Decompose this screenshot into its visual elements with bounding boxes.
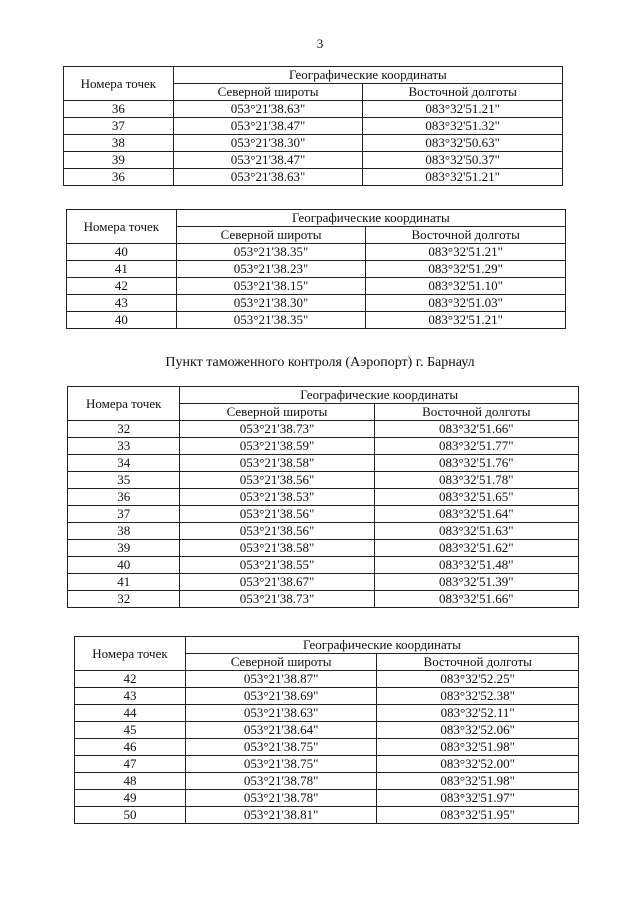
longitude-cell: 083°32'51.97"	[377, 790, 579, 807]
table-row	[68, 540, 579, 557]
point-number-cell: 37	[64, 118, 174, 135]
latitude-cell: 053°21'38.15"	[176, 278, 366, 295]
latitude-cell: 053°21'38.35"	[176, 244, 366, 261]
point-number-cell: 36	[68, 489, 180, 506]
table-row	[75, 688, 579, 705]
point-number-cell: 41	[68, 574, 180, 591]
longitude-cell: 083°32'52.38"	[377, 688, 579, 705]
table-row	[68, 591, 579, 608]
latitude-cell: 053°21'38.47"	[173, 118, 363, 135]
header-lon: Восточной долготы	[363, 84, 563, 101]
header-lon: Восточной долготы	[366, 227, 566, 244]
longitude-cell: 083°32'51.98"	[377, 739, 579, 756]
latitude-cell: 053°21'38.78"	[185, 773, 377, 790]
header-lon: Восточной долготы	[374, 404, 578, 421]
latitude-cell: 053°21'38.81"	[185, 807, 377, 824]
header-points: Номера точек	[67, 210, 177, 244]
header-coords: Географические координаты	[173, 67, 562, 84]
point-number-cell: 38	[64, 135, 174, 152]
latitude-cell: 053°21'38.55"	[180, 557, 374, 574]
longitude-cell: 083°32'51.98"	[377, 773, 579, 790]
table-row	[64, 118, 563, 135]
table-row	[75, 773, 579, 790]
longitude-cell: 083°32'50.63"	[363, 135, 563, 152]
point-number-cell: 46	[75, 739, 186, 756]
longitude-cell: 083°32'51.39"	[374, 574, 578, 591]
latitude-cell: 053°21'38.30"	[173, 135, 363, 152]
latitude-cell: 053°21'38.53"	[180, 489, 374, 506]
table-row	[75, 807, 579, 824]
table-row	[67, 295, 566, 312]
header-lat: Северной широты	[173, 84, 363, 101]
longitude-cell: 083°32'50.37"	[363, 152, 563, 169]
latitude-cell: 053°21'38.63"	[173, 169, 363, 186]
latitude-cell: 053°21'38.67"	[180, 574, 374, 591]
latitude-cell: 053°21'38.56"	[180, 472, 374, 489]
header-lat: Северной широты	[185, 654, 377, 671]
point-number-cell: 48	[75, 773, 186, 790]
latitude-cell: 053°21'38.47"	[173, 152, 363, 169]
point-number-cell: 50	[75, 807, 186, 824]
longitude-cell: 083°32'51.65"	[374, 489, 578, 506]
table-row	[68, 489, 579, 506]
coordinates-table-4	[74, 636, 579, 824]
longitude-cell: 083°32'51.03"	[366, 295, 566, 312]
point-number-cell: 32	[68, 591, 180, 608]
point-number-cell: 43	[75, 688, 186, 705]
table-row	[67, 278, 566, 295]
point-number-cell: 40	[67, 244, 177, 261]
coordinates-table-1	[63, 66, 563, 186]
point-number-cell: 47	[75, 756, 186, 773]
table-row	[68, 421, 579, 438]
point-number-cell: 36	[64, 169, 174, 186]
longitude-cell: 083°32'51.21"	[366, 312, 566, 329]
point-number-cell: 49	[75, 790, 186, 807]
latitude-cell: 053°21'38.87"	[185, 671, 377, 688]
longitude-cell: 083°32'51.64"	[374, 506, 578, 523]
table-row	[64, 101, 563, 118]
section-title: Пункт таможенного контроля (Аэропорт) г. Барнаул	[165, 355, 475, 370]
latitude-cell: 053°21'38.30"	[176, 295, 366, 312]
table-row	[67, 244, 566, 261]
table-row	[75, 705, 579, 722]
longitude-cell: 083°32'52.11"	[377, 705, 579, 722]
point-number-cell: 40	[68, 557, 180, 574]
table-row	[68, 455, 579, 472]
header-coords: Географические координаты	[180, 387, 579, 404]
point-number-cell: 38	[68, 523, 180, 540]
table-row	[68, 438, 579, 455]
header-lon: Восточной долготы	[377, 654, 579, 671]
latitude-cell: 053°21'38.73"	[180, 591, 374, 608]
latitude-cell: 053°21'38.59"	[180, 438, 374, 455]
latitude-cell: 053°21'38.73"	[180, 421, 374, 438]
point-number-cell: 44	[75, 705, 186, 722]
longitude-cell: 083°32'51.21"	[363, 101, 563, 118]
latitude-cell: 053°21'38.63"	[173, 101, 363, 118]
longitude-cell: 083°32'51.66"	[374, 421, 578, 438]
header-coords: Географические координаты	[185, 637, 578, 654]
point-number-cell: 41	[67, 261, 177, 278]
table-row	[75, 790, 579, 807]
longitude-cell: 083°32'51.62"	[374, 540, 578, 557]
table-row	[75, 739, 579, 756]
table-row	[67, 312, 566, 329]
longitude-cell: 083°32'51.77"	[374, 438, 578, 455]
point-number-cell: 39	[64, 152, 174, 169]
latitude-cell: 053°21'38.58"	[180, 540, 374, 557]
latitude-cell: 053°21'38.23"	[176, 261, 366, 278]
header-points: Номера точек	[68, 387, 180, 421]
table-row	[75, 756, 579, 773]
point-number-cell: 35	[68, 472, 180, 489]
table-row	[68, 523, 579, 540]
point-number-cell: 42	[75, 671, 186, 688]
latitude-cell: 053°21'38.35"	[176, 312, 366, 329]
longitude-cell: 083°32'52.06"	[377, 722, 579, 739]
longitude-cell: 083°32'51.76"	[374, 455, 578, 472]
table-row	[64, 152, 563, 169]
latitude-cell: 053°21'38.75"	[185, 739, 377, 756]
header-points: Номера точек	[64, 67, 174, 101]
latitude-cell: 053°21'38.56"	[180, 523, 374, 540]
point-number-cell: 34	[68, 455, 180, 472]
point-number-cell: 36	[64, 101, 174, 118]
longitude-cell: 083°32'51.95"	[377, 807, 579, 824]
table-row	[64, 135, 563, 152]
latitude-cell: 053°21'38.63"	[185, 705, 377, 722]
table-row	[68, 506, 579, 523]
coordinates-table-3	[67, 386, 579, 608]
longitude-cell: 083°32'51.66"	[374, 591, 578, 608]
table-row	[64, 169, 563, 186]
point-number-cell: 39	[68, 540, 180, 557]
table-row	[68, 472, 579, 489]
latitude-cell: 053°21'38.56"	[180, 506, 374, 523]
latitude-cell: 053°21'38.64"	[185, 722, 377, 739]
longitude-cell: 083°32'51.21"	[366, 244, 566, 261]
longitude-cell: 083°32'51.10"	[366, 278, 566, 295]
point-number-cell: 43	[67, 295, 177, 312]
longitude-cell: 083°32'51.21"	[363, 169, 563, 186]
table-row	[75, 722, 579, 739]
longitude-cell: 083°32'52.25"	[377, 671, 579, 688]
table-row	[68, 574, 579, 591]
table-row	[68, 557, 579, 574]
longitude-cell: 083°32'51.29"	[366, 261, 566, 278]
point-number-cell: 40	[67, 312, 177, 329]
point-number-cell: 42	[67, 278, 177, 295]
latitude-cell: 053°21'38.58"	[180, 455, 374, 472]
point-number-cell: 37	[68, 506, 180, 523]
longitude-cell: 083°32'51.32"	[363, 118, 563, 135]
coordinates-table-2	[66, 209, 566, 329]
longitude-cell: 083°32'51.48"	[374, 557, 578, 574]
latitude-cell: 053°21'38.69"	[185, 688, 377, 705]
table-row	[75, 671, 579, 688]
point-number-cell: 45	[75, 722, 186, 739]
latitude-cell: 053°21'38.75"	[185, 756, 377, 773]
table-row	[67, 261, 566, 278]
longitude-cell: 083°32'51.63"	[374, 523, 578, 540]
longitude-cell: 083°32'51.78"	[374, 472, 578, 489]
latitude-cell: 053°21'38.78"	[185, 790, 377, 807]
page-number: 3	[316, 36, 324, 51]
header-points: Номера точек	[75, 637, 186, 671]
point-number-cell: 32	[68, 421, 180, 438]
header-lat: Северной широты	[180, 404, 374, 421]
header-coords: Географические координаты	[176, 210, 565, 227]
header-lat: Северной широты	[176, 227, 366, 244]
point-number-cell: 33	[68, 438, 180, 455]
longitude-cell: 083°32'52.00"	[377, 756, 579, 773]
